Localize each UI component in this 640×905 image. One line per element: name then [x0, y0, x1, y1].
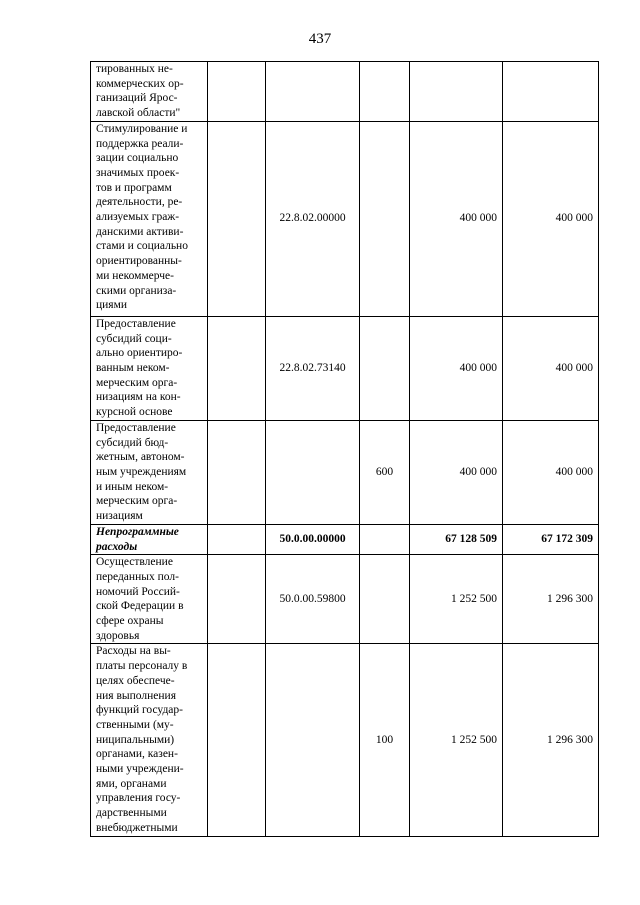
table-row [91, 644, 599, 837]
row-amount-year-1 [410, 62, 503, 122]
row-amount-year-2: 400 000 [503, 420, 599, 524]
budget-table [90, 61, 599, 837]
row-expense-type [360, 62, 410, 122]
row-name: Предоставление субсидий бюд- жетным, автоном- ным учреждениям и иным неком- мерческим орга- низациям [91, 420, 208, 524]
row-blank-column [208, 316, 266, 420]
table-row [91, 62, 599, 122]
row-amount-year-2: 1 296 300 [503, 555, 599, 644]
row-target-code: 22.8.02.00000 [266, 121, 360, 316]
row-name: Предоставление субсидий соци- ально ориентиро- ванным неком- мерческим орга- низациям на кон- курсной основе [91, 316, 208, 420]
row-expense-type: 100 [360, 644, 410, 837]
row-blank-column [208, 644, 266, 837]
row-name: тированных не- коммерческих ор- ганизаций Ярос- лавской области" [91, 62, 208, 122]
row-expense-type [360, 524, 410, 554]
page-number: 437 [308, 31, 332, 47]
row-name: Непрограммные расходы [91, 524, 208, 554]
row-blank-column [208, 524, 266, 554]
row-expense-type [360, 555, 410, 644]
row-amount-year-2: 400 000 [503, 121, 599, 316]
row-name: Осуществление переданных пол- номочий Россий- ской Федерации в сфере охраны здоровья [91, 555, 208, 644]
row-amount-year-1: 400 000 [410, 420, 503, 524]
row-expense-type [360, 316, 410, 420]
row-amount-year-2: 67 172 309 [503, 524, 599, 554]
row-amount-year-2: 400 000 [503, 316, 599, 420]
row-target-code: 50.0.00.59800 [266, 555, 360, 644]
row-amount-year-1: 67 128 509 [410, 524, 503, 554]
table-row [91, 121, 599, 316]
row-amount-year-1: 400 000 [410, 121, 503, 316]
row-blank-column [208, 420, 266, 524]
table-row [91, 555, 599, 644]
row-target-code [266, 62, 360, 122]
row-amount-year-2 [503, 62, 599, 122]
row-blank-column [208, 555, 266, 644]
row-target-code: 50.0.00.00000 [266, 524, 360, 554]
row-amount-year-1: 1 252 500 [410, 644, 503, 837]
row-blank-column [208, 121, 266, 316]
row-target-code [266, 644, 360, 837]
row-target-code [266, 420, 360, 524]
row-name: Расходы на вы- платы персоналу в целях обеспече- ния выполнения функций государ- ственными (му- ниципальными) органами, казен- ными учреждени- ями, органами управления госу- дарственными внебюджетными [91, 644, 208, 837]
row-name: Стимулирование и поддержка реали- зации социально значимых проек- тов и программ деятельности, ре- ализуемых граж- данскими активи- стами и социально ориентированны- ми некоммерче- скими организа- циями [91, 121, 208, 316]
row-expense-type [360, 121, 410, 316]
row-amount-year-1: 1 252 500 [410, 555, 503, 644]
row-amount-year-2: 1 296 300 [503, 644, 599, 837]
table-row [91, 316, 599, 420]
row-blank-column [208, 62, 266, 122]
row-expense-type: 600 [360, 420, 410, 524]
table-row [91, 420, 599, 524]
row-amount-year-1: 400 000 [410, 316, 503, 420]
table-row [91, 524, 599, 554]
row-target-code: 22.8.02.73140 [266, 316, 360, 420]
